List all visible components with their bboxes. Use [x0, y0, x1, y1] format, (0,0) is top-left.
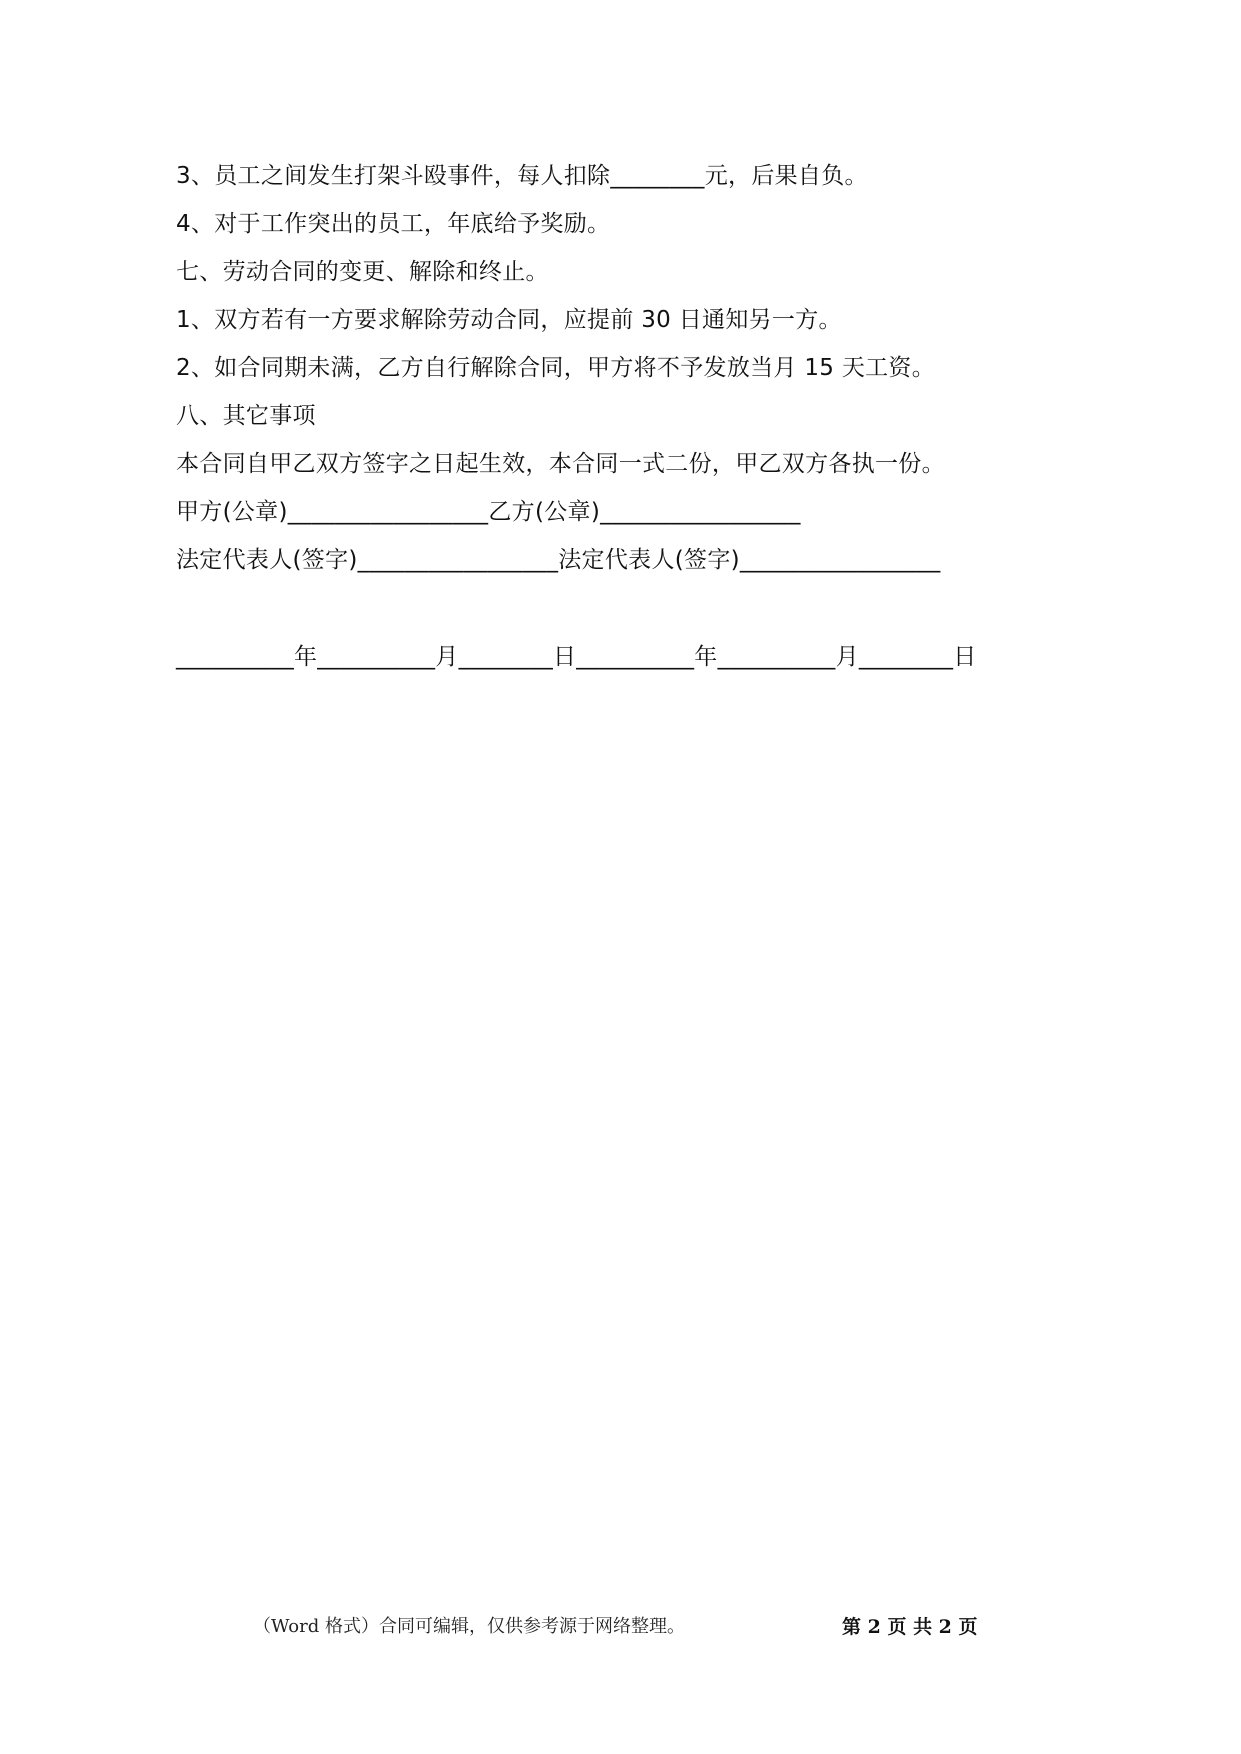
document-body — [176, 152, 1136, 681]
clause-early-termination: 2、如合同期未满，乙方自行解除合同，甲方将不予发放当月 15 天工资。 — [176, 355, 936, 381]
signature-seal-line: 甲方(公章)_________________乙方(公章)_________________ — [176, 499, 801, 525]
signature-representative-line: 法定代表人(签字)_________________法定代表人(签字)_________________ — [176, 547, 941, 573]
clause-fight-penalty: 3、员工之间发生打架斗殴事件，每人扣除________元，后果自负。 — [176, 163, 868, 189]
clause-notice-period: 1、双方若有一方要求解除劳动合同，应提前 30 日通知另一方。 — [176, 307, 842, 333]
page-footer — [0, 1612, 1241, 1642]
section-heading-other: 八、其它事项 — [176, 403, 316, 429]
blank-spacer — [176, 584, 1136, 633]
section-heading-termination: 七、劳动合同的变更、解除和终止。 — [176, 259, 549, 285]
clause-effective: 本合同自甲乙双方签字之日起生效，本合同一式二份，甲乙双方各执一份。 — [176, 451, 945, 477]
signature-date-line: __________年__________月________日__________年__________月________日 — [176, 644, 977, 670]
page-number: 第 2 页 共 2 页 — [842, 1616, 978, 1638]
footer-note: （Word 格式）合同可编辑，仅供参考源于网络整理。 — [253, 1616, 685, 1637]
clause-reward: 4、对于工作突出的员工，年底给予奖励。 — [176, 211, 611, 237]
